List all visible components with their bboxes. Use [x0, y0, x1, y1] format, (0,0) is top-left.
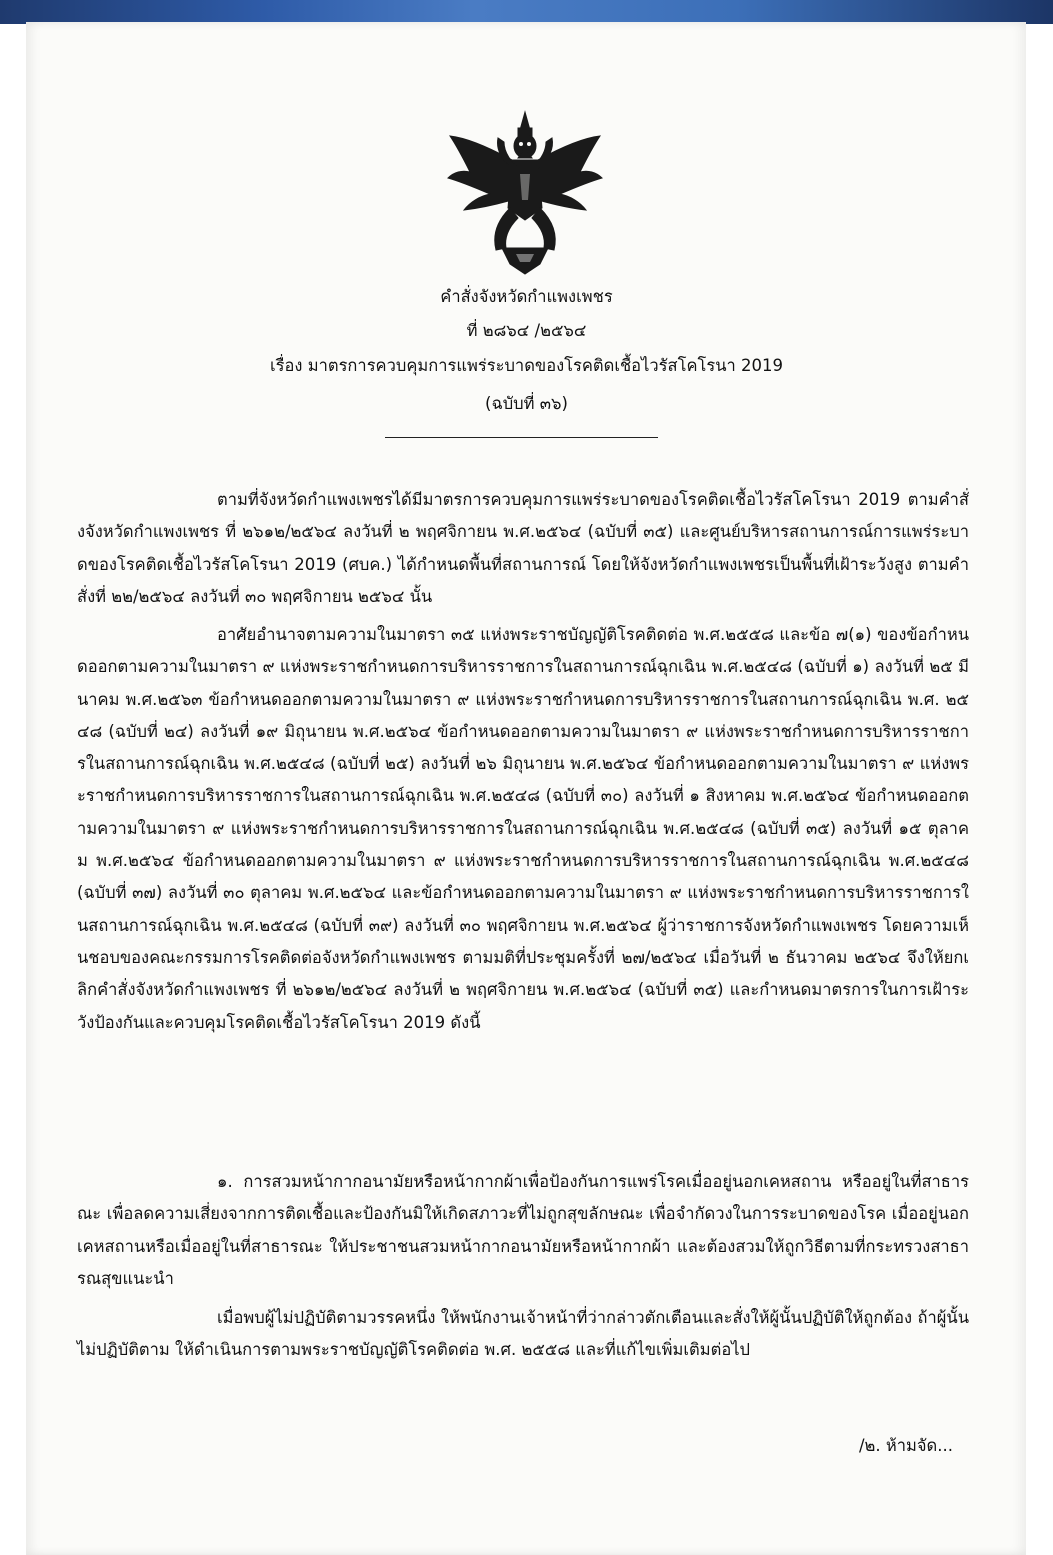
edition-label: (ฉบับที่ ๓๖)	[485, 394, 568, 413]
body-paragraph-3: ๑. การสวมหน้ากากอนามัยหรือหน้ากากผ้าเพื่อป้องกันการแพร่โรคเมื่ออยู่นอกเคหสถาน หรืออยู่ในที่สาธารณะ เพื่อลดความเสี่ยงจากการติดเชื้อและป้องกันมิให้เกิดสภาวะที่ไม่ถูกสุขลักษณะ เพื่อจำกัดวงในการระบาดของโรค เมื่ออยู่นอกเคหสถานหรือเมื่ออยู่ในที่สาธารณะ ให้ประชาชนสวมหน้ากากอนามัยหรือหน้ากากผ้า และต้องสวมให้ถูกวิธีตามที่กระทรวงสาธารณสุขแนะนำ	[77, 1172, 969, 1288]
garuda-emblem-icon	[440, 108, 610, 278]
document-title: คำสั่งจังหวัดกำแพงเพชร	[440, 287, 613, 306]
body-paragraph-4: เมื่อพบผู้ไม่ปฏิบัติตามวรรคหนึ่ง ให้พนักงานเจ้าหน้าที่ว่ากล่าวตักเตือนและสั่งให้ผู้นั้นปฏิบัติให้ถูกต้อง ถ้าผู้นั้นไม่ปฏิบัติตาม ให้ดำเนินการตามพระราชบัญญัติโรคติดต่อ พ.ศ. ๒๕๕๘ และที่แก้ไขเพิ่มเติมต่อไป	[77, 1308, 969, 1360]
subject-line: เรื่อง มาตรการควบคุมการแพร่ระบาดของโรคติดเชื้อไวรัสโคโรนา 2019	[270, 356, 783, 375]
body-paragraph-2: อาศัยอำนาจตามความในมาตรา ๓๕ แห่งพระราชบัญญัติโรคติดต่อ พ.ศ.๒๕๕๘ และข้อ ๗(๑) ของข้อกำหนดออกตามความในมาตรา ๙ แห่งพระราชกำหนดการบริหารราชการในสถานการณ์ฉุกเฉิน พ.ศ.๒๕๔๘ (ฉบับที่ ๑) ลงวันที่ ๒๕ มีนาคม พ.ศ.๒๕๖๓ ข้อกำหนดออกตามความในมาตรา ๙ แห่งพระราชกำหนดการบริหารราชการในสถานการณ์ฉุกเฉิน พ.ศ. ๒๕๔๘ (ฉบับที่ ๒๔) ลงวันที่ ๑๙ มิถุนายน พ.ศ.๒๕๖๔ ข้อกำหนดออกตามความในมาตรา ๙ แห่งพระราชกำหนดการบริหารราชการในสถานการณ์ฉุกเฉิน พ.ศ.๒๕๔๘ (ฉบับที่ ๒๕) ลงวันที่ ๒๖ มิถุนายน พ.ศ.๒๕๖๔ ข้อกำหนดออกตามความในมาตรา ๙ แห่งพระราชกำหนดการบริหารราชการในสถานการณ์ฉุกเฉิน พ.ศ.๒๕๔๘ (ฉบับที่ ๓๐) ลงวันที่ ๑ สิงหาคม พ.ศ.๒๕๖๔ ข้อกำหนดออกตามความในมาตรา ๙ แห่งพระราชกำหนดการบริหารราชการในสถานการณ์ฉุกเฉิน พ.ศ.๒๕๔๘ (ฉบับที่ ๓๕) ลงวันที่ ๑๕ ตุลาคม พ.ศ.๒๕๖๔ ข้อกำหนดออกตามความในมาตรา ๙ แห่งพระราชกำหนดการบริหารราชการในสถานการณ์ฉุกเฉิน พ.ศ.๒๕๔๘ (ฉบับที่ ๓๗) ลงวันที่ ๓๐ ตุลาคม พ.ศ.๒๕๖๔ และข้อกำหนดออกตามความในมาตรา ๙ แห่งพระราชกำหนดการบริหารราชการในสถานการณ์ฉุกเฉิน พ.ศ.๒๕๔๘ (ฉบับที่ ๓๙) ลงวันที่ ๓๐ พฤศจิกายน พ.ศ.๒๕๖๔ ผู้ว่าราชการจังหวัดกำแพงเพชร โดยความเห็นชอบของคณะกรรมการโรคติดต่อจังหวัดกำแพงเพชร ตามมติที่ประชุมครั้งที่ ๒๗/๒๕๖๔ เมื่อวันที่ ๒ ธันวาคม ๒๕๖๔ จึงให้ยกเลิกคำสั่งจังหวัดกำแพงเพชร ที่ ๒๖๑๒/๒๕๖๔ ลงวันที่ ๒ พฤศจิกายน พ.ศ.๒๕๖๔ (ฉบับที่ ๓๕) และกำหนดมาตรการในการเฝ้าระวังป้องกันและควบคุมโรคติดเชื้อไวรัสโคโรนา 2019 ดังนี้	[77, 625, 969, 1032]
body-paragraph-1: ตามที่จังหวัดกำแพงเพชรได้มีมาตรการควบคุมการแพร่ระบาดของโรคติดเชื้อไวรัสโคโรนา 2019 ตามคำสั่งจังหวัดกำแพงเพชร ที่ ๒๖๑๒/๒๕๖๔ ลงวันที่ ๒ พฤศจิกายน พ.ศ.๒๕๖๔ (ฉบับที่ ๓๕) และศูนย์บริหารสถานการณ์การแพร่ระบาดของโรคติดเชื้อไวรัสโคโรนา 2019 (ศบค.) ได้กำหนดพื้นที่สถานการณ์ โดยให้จังหวัดกำแพงเพชรเป็นพื้นที่เฝ้าระวังสูง ตามคำสั่งที่ ๒๒/๒๕๖๔ ลงวันที่ ๓๐ พฤศจิกายน ๒๕๖๔ นั้น	[77, 490, 969, 606]
header-divider	[385, 437, 658, 438]
top-edge-strip	[0, 0, 1053, 24]
order-number: ที่ ๒๘๖๔ /๒๕๖๔	[466, 321, 587, 340]
page-continuation: /๒. ห้ามจัด...	[858, 1436, 953, 1455]
